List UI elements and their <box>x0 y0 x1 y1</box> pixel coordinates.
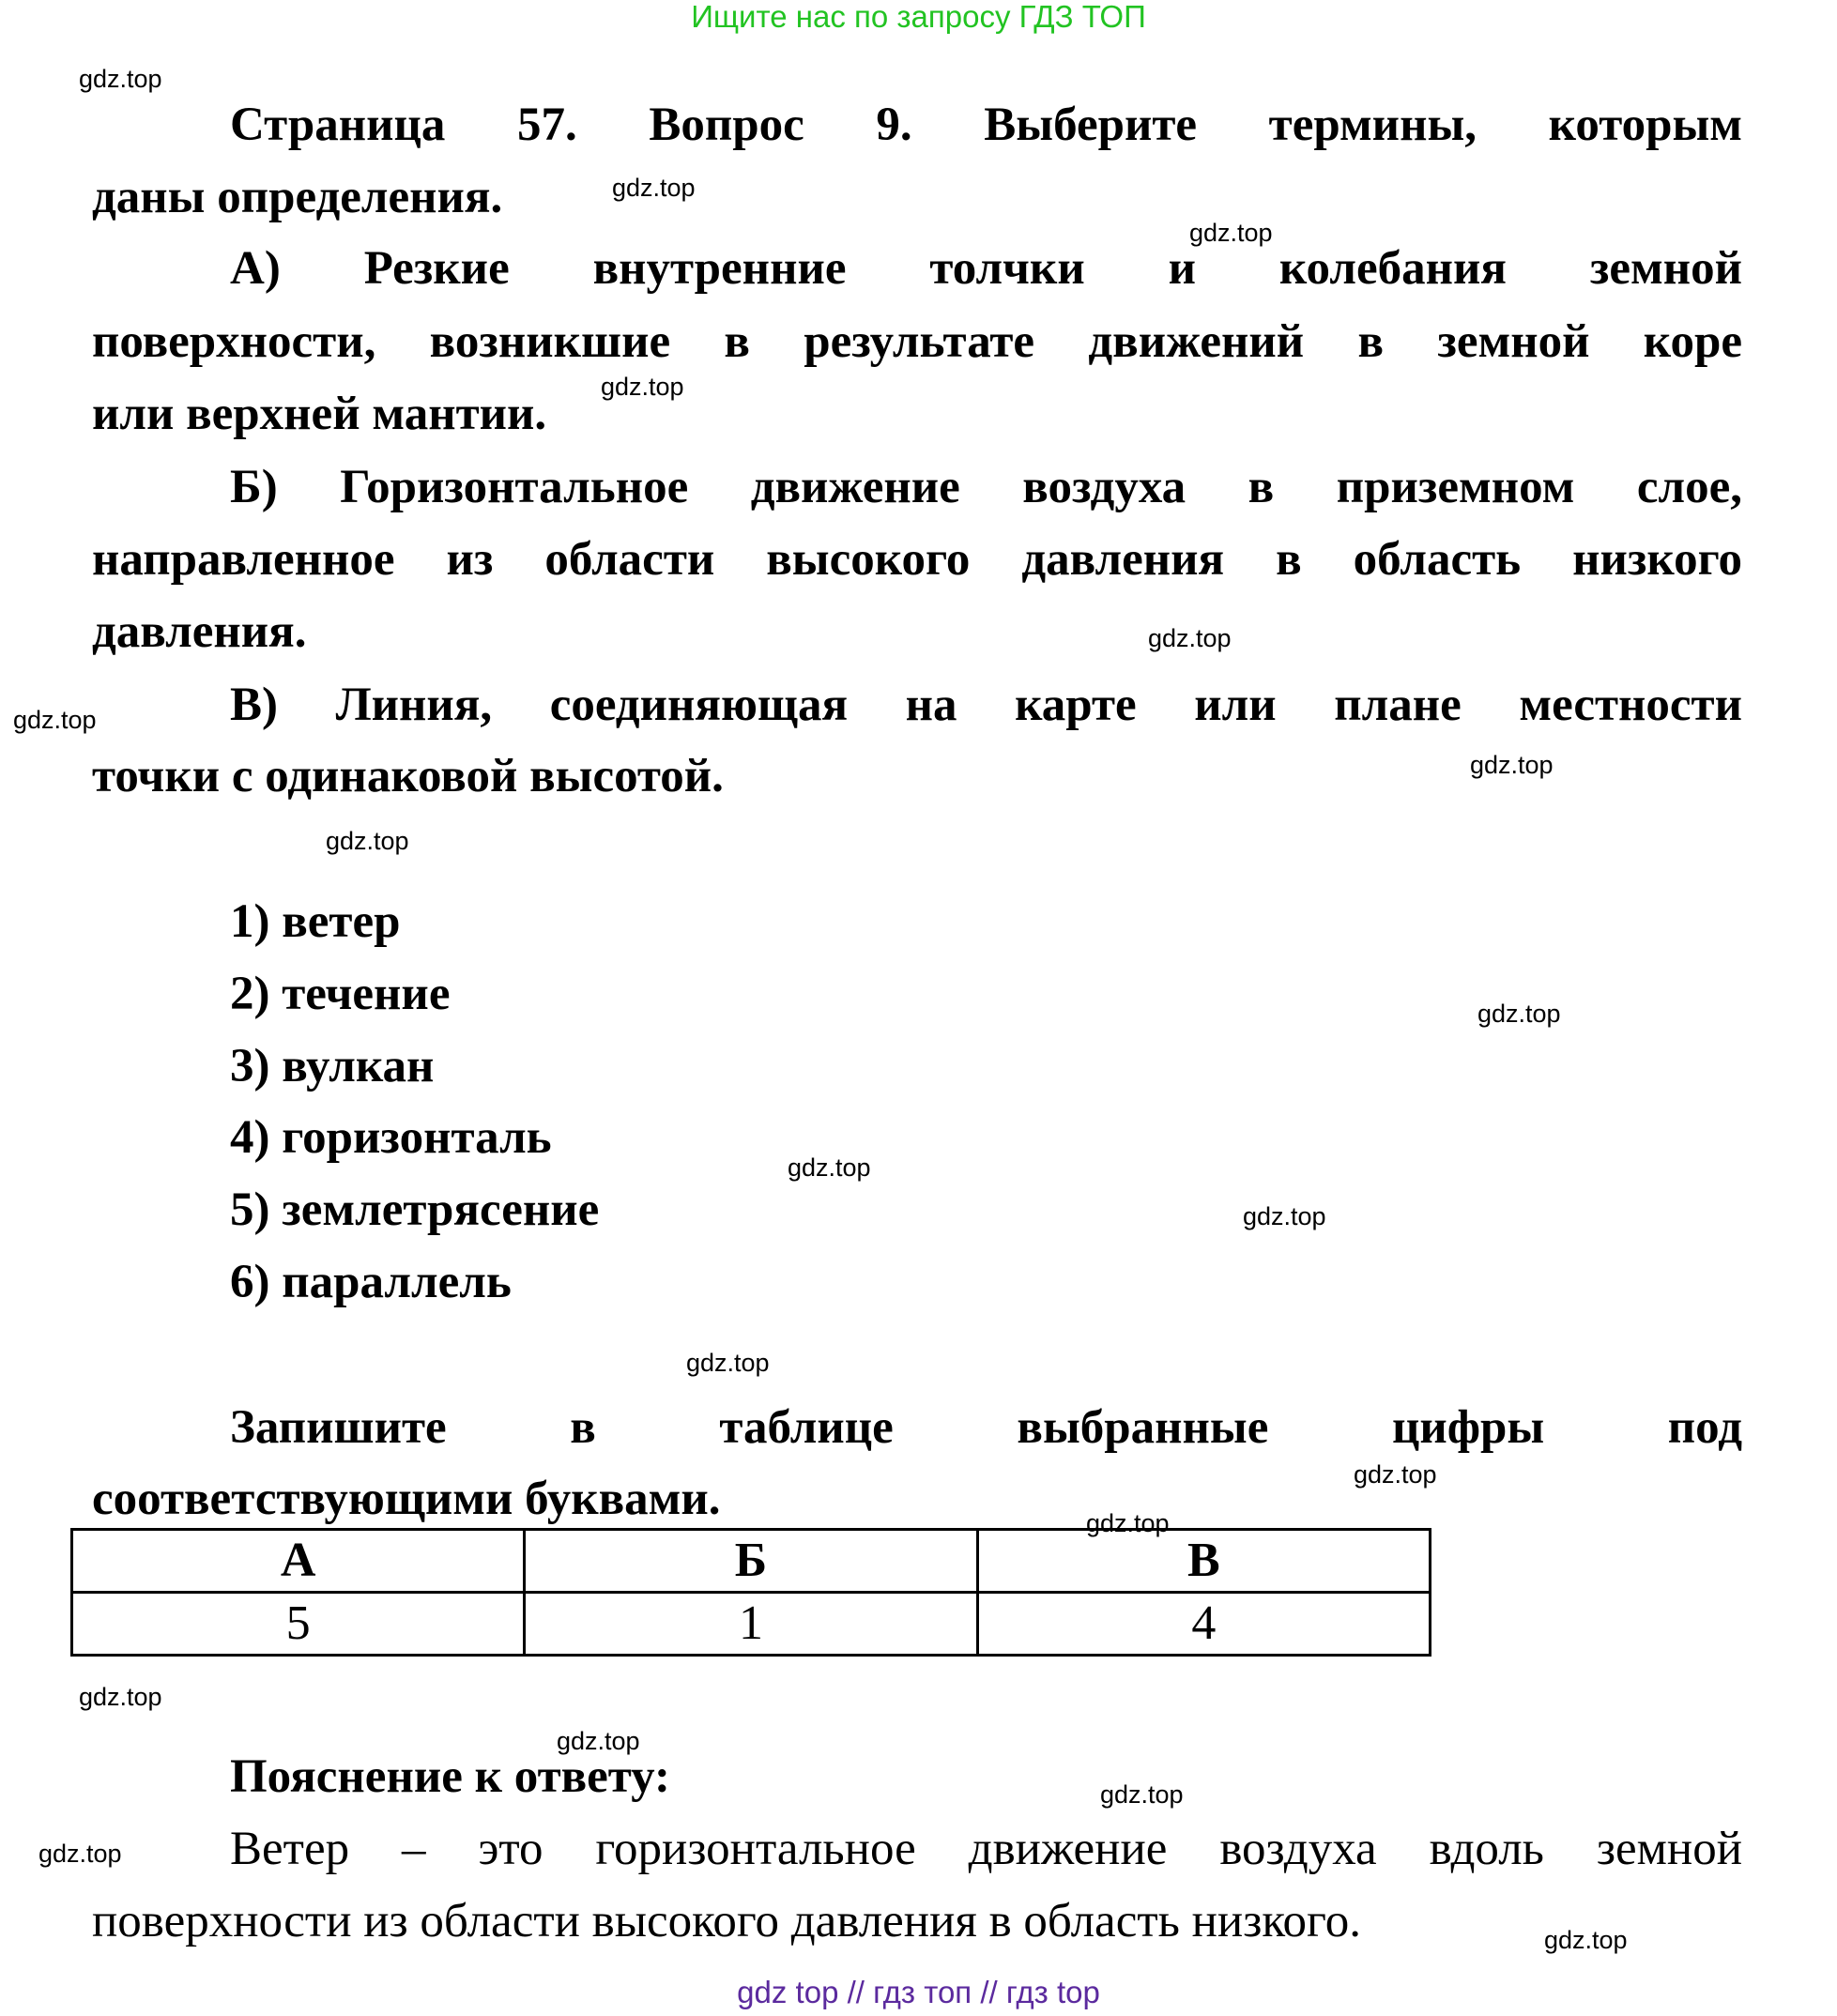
question-line: даны определения. <box>92 171 503 223</box>
table-header-row <box>72 1530 1431 1593</box>
watermark: gdz.top <box>1100 1780 1184 1809</box>
table-cell: 5 <box>72 1593 525 1656</box>
search-banner: Ищите нас по запросу ГДЗ ТОП <box>691 0 1146 34</box>
footer-links: gdz top // гдз топ // гдз top <box>737 1975 1100 2009</box>
instruction-line: соответствующими буквами. <box>92 1473 721 1525</box>
table-header-cell: А <box>72 1530 525 1593</box>
option-item: 2) течение <box>230 968 451 1020</box>
watermark: gdz.top <box>557 1727 640 1755</box>
option-item: 3) вулкан <box>230 1040 435 1092</box>
definition-a-line: поверхности, возникшие в результате движений в земной коре <box>92 315 1742 368</box>
definition-b-line: давления. <box>92 605 307 658</box>
watermark: gdz.top <box>1544 1926 1628 1954</box>
watermark: gdz.top <box>38 1840 122 1868</box>
table-row <box>72 1593 1431 1656</box>
option-item: 1) ветер <box>230 895 401 948</box>
explanation-line: поверхности из области высокого давления в область низкого. <box>92 1895 1361 1947</box>
watermark: gdz.top <box>13 706 97 734</box>
watermark: gdz.top <box>1148 624 1232 652</box>
definition-c: В) Линия, соединяющая на карте или плане местности <box>230 679 1742 731</box>
watermark: gdz.top <box>788 1153 871 1182</box>
table-cell: 4 <box>977 1593 1430 1656</box>
watermark: gdz.top <box>1243 1202 1326 1230</box>
table-header-cell: Б <box>525 1530 977 1593</box>
definition-a: А) Резкие внутренние толчки и колебания земной <box>230 242 1742 295</box>
option-item: 6) параллель <box>230 1256 512 1308</box>
definition-b: Б) Горизонтальное движение воздуха в приземном слое, <box>230 461 1742 513</box>
definition-b-line: направленное из области высокого давления в область низкого <box>92 533 1742 586</box>
watermark: gdz.top <box>79 1683 162 1711</box>
watermark: gdz.top <box>1354 1460 1437 1489</box>
question-line: Страница 57. Вопрос 9. Выберите термины, которым <box>230 99 1742 151</box>
watermark: gdz.top <box>612 174 696 202</box>
watermark: gdz.top <box>1189 219 1273 247</box>
watermark: gdz.top <box>1086 1509 1170 1537</box>
option-item: 4) горизонталь <box>230 1111 552 1164</box>
watermark: gdz.top <box>1477 1000 1561 1028</box>
watermark: gdz.top <box>601 373 684 401</box>
explanation-title: Пояснение к ответу: <box>230 1750 670 1803</box>
option-item: 5) землетрясение <box>230 1184 600 1236</box>
watermark: gdz.top <box>326 827 409 855</box>
answer-table <box>70 1528 1431 1657</box>
instruction-line: Запишите в таблице выбранные цифры под <box>230 1401 1742 1454</box>
watermark: gdz.top <box>1470 751 1554 779</box>
explanation-line: Ветер – это горизонтальное движение воздуха вдоль земной <box>230 1823 1742 1875</box>
table-header-cell: В <box>977 1530 1430 1593</box>
definition-a-line: или верхней мантии. <box>92 388 547 440</box>
definition-c-line: точки с одинаковой высотой. <box>92 750 724 802</box>
watermark: gdz.top <box>686 1349 770 1377</box>
watermark: gdz.top <box>79 65 162 93</box>
table-cell: 1 <box>525 1593 977 1656</box>
